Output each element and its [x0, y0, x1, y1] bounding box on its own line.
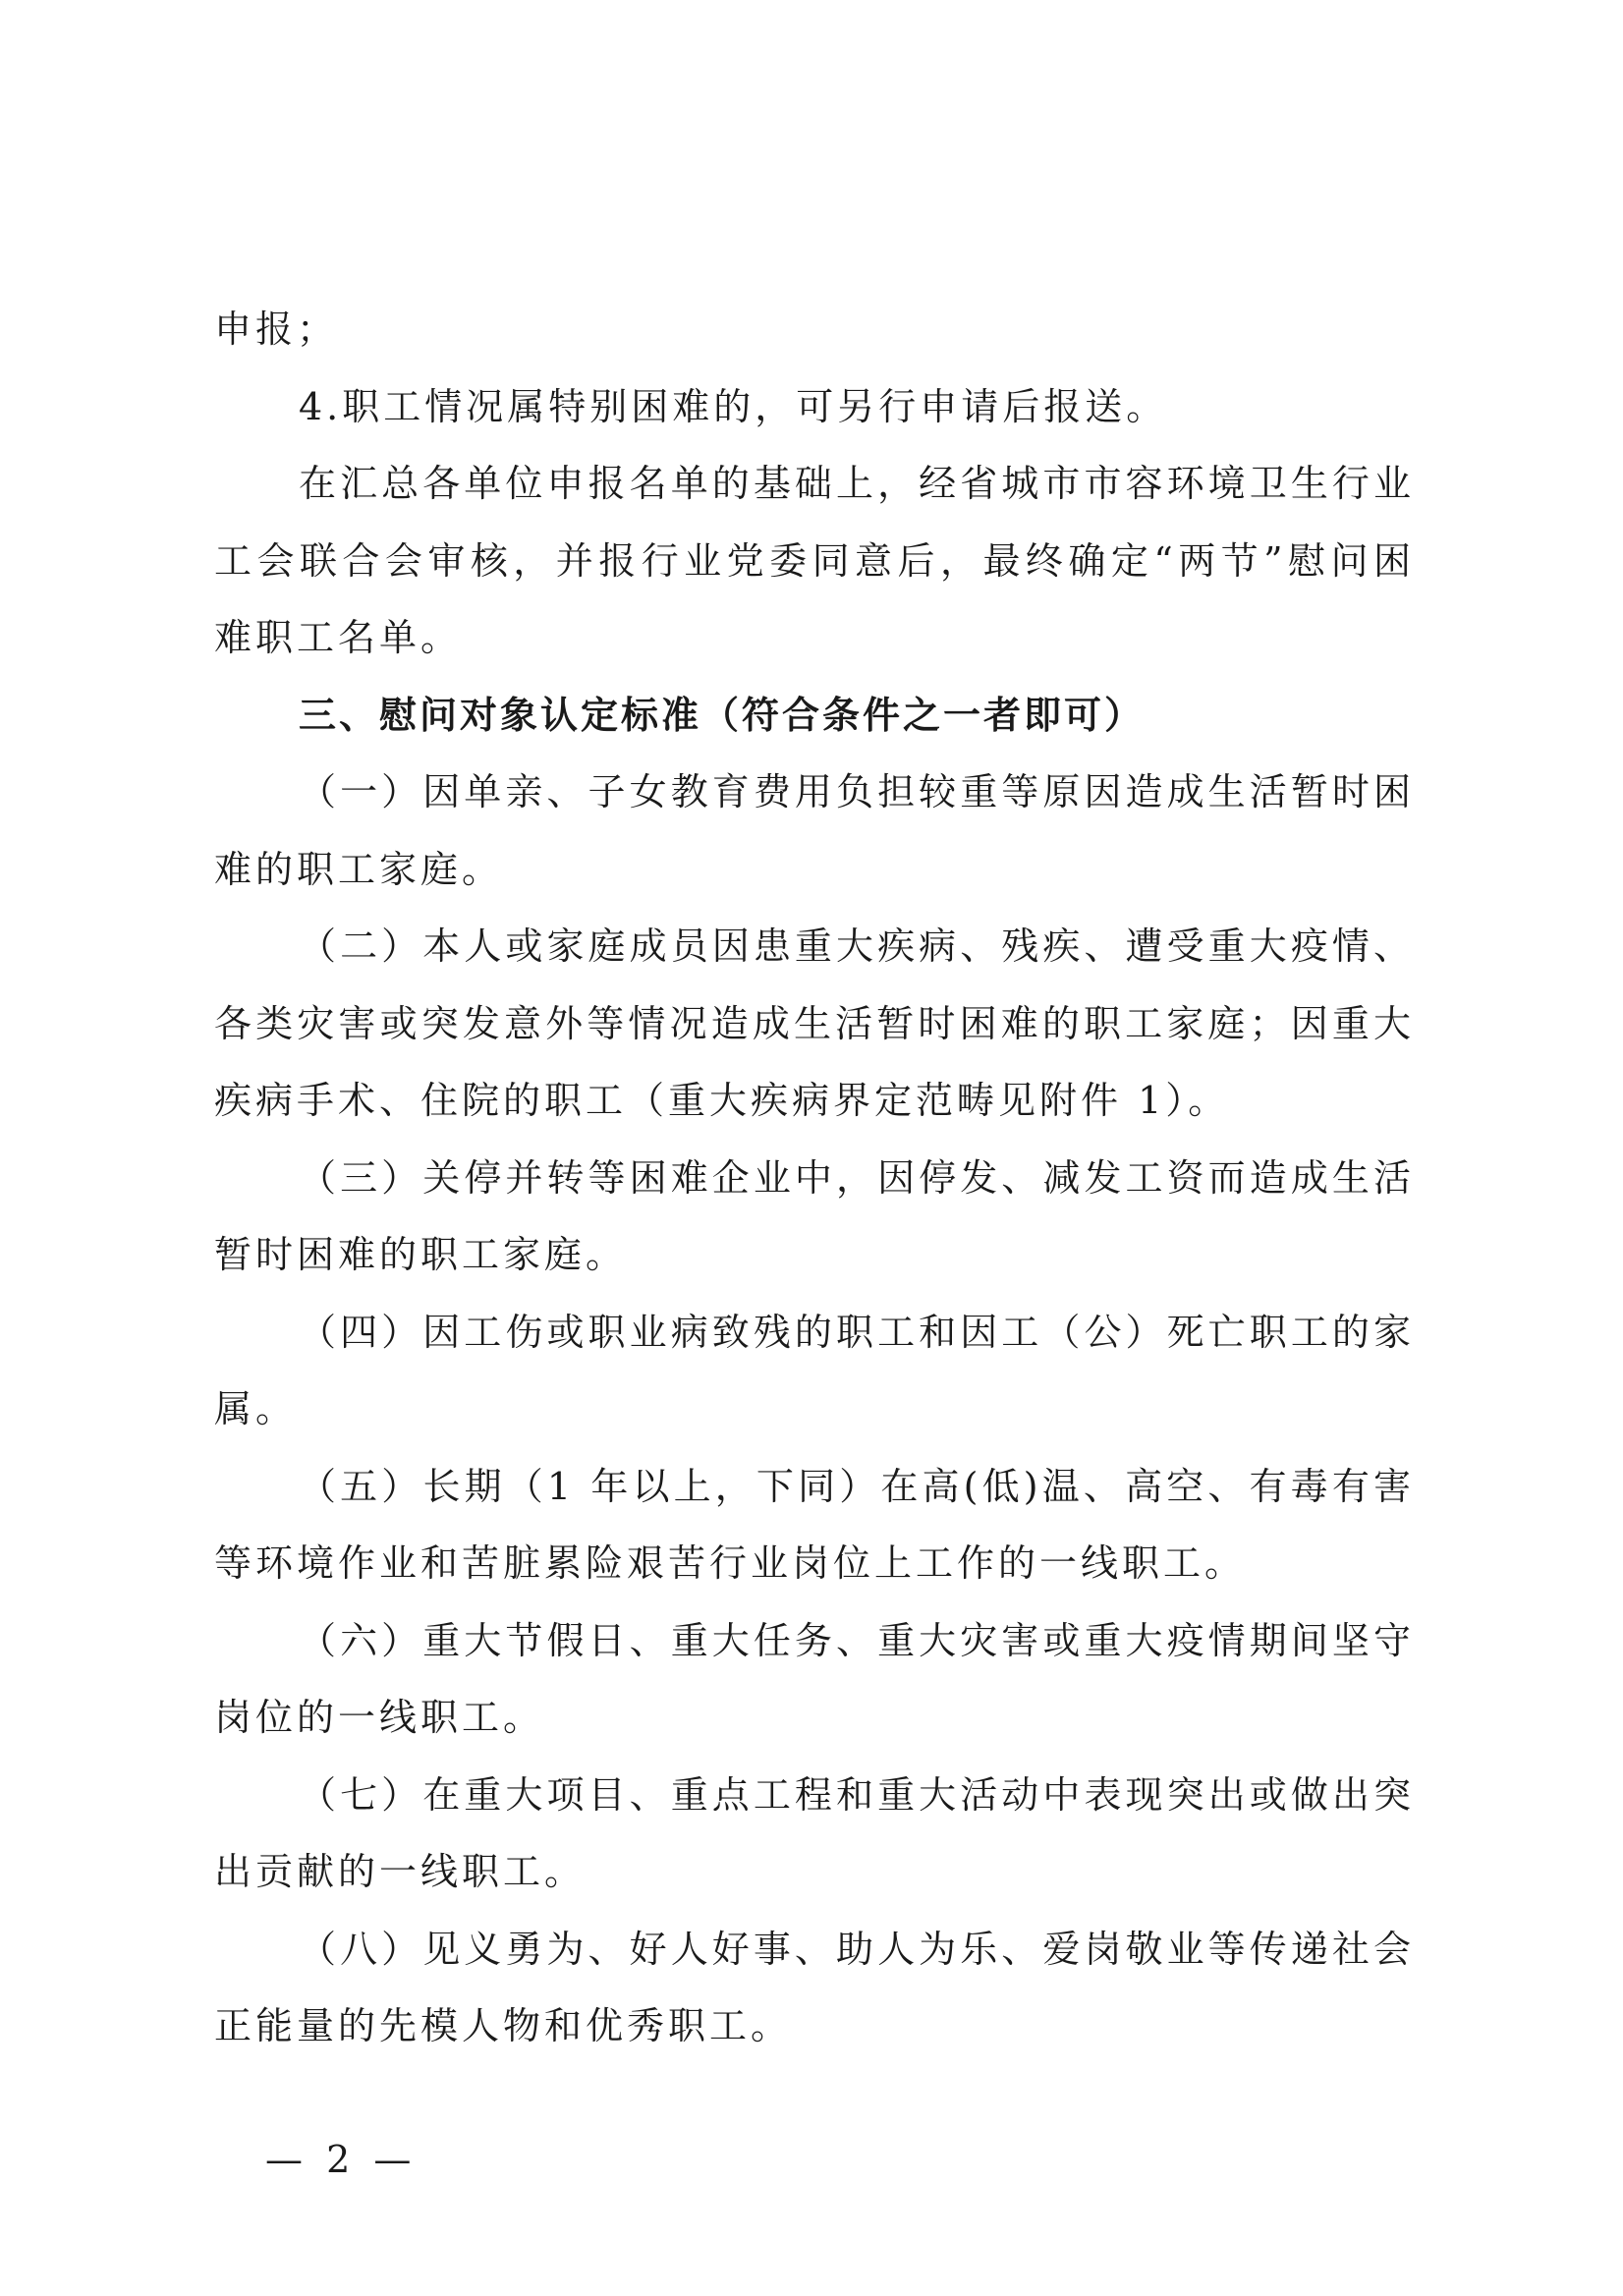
paragraph-item-4: 4.职工情况属特别困难的，可另行申请后报送。 — [299, 384, 1168, 428]
paragraph-continuation: 申报； — [214, 308, 339, 351]
criteria-item-1: （一）因单亲、子女教育费用负担较重等原因造成生活暂时困难的职工家庭。 — [214, 770, 1415, 891]
criteria-item-4: （四）因工伤或职业病致残的职工和因工（公）死亡职工的家属。 — [214, 1310, 1415, 1430]
criteria-item-7: （七）在重大项目、重点工程和重大活动中表现突出或做出突出贡献的一线职工。 — [214, 1772, 1415, 1893]
criteria-item-3: （三）关停并转等困难企业中，因停发、减发工资而造成生活暂时困难的职工家庭。 — [214, 1155, 1415, 1276]
criteria-item-5: （五）长期（1 年以上，下同）在高(低)温、高空、有毒有害等环境作业和苦脏累险艰苦行业岗位上工作的一线职工。 — [214, 1464, 1415, 1585]
page-number: — 2 — — [265, 2138, 418, 2181]
section-heading-3: 三、慰问对象认定标准（符合条件之一者即可） — [299, 693, 1146, 737]
paragraph-summary: 在汇总各单位申报名单的基础上，经省城市市容环境卫生行业工会联合会审核，并报行业党委同意后，最终确定“两节”慰问困难职工名单。 — [214, 462, 1415, 659]
criteria-item-2: （二）本人或家庭成员因患重大疾病、残疾、遭受重大疫情、各类灾害或突发意外等情况造成生活暂时困难的职工家庭；因重大疾病手术、住院的职工（重大疾病界定范畴见附件 1）。 — [214, 924, 1415, 1122]
document-body — [214, 291, 1415, 2065]
criteria-item-6: （六）重大节假日、重大任务、重大灾害或重大疫情期间坚守岗位的一线职工。 — [214, 1618, 1415, 1739]
criteria-item-8: （八）见义勇为、好人好事、助人为乐、爱岗敬业等传递社会正能量的先模人物和优秀职工。 — [214, 1927, 1415, 2047]
